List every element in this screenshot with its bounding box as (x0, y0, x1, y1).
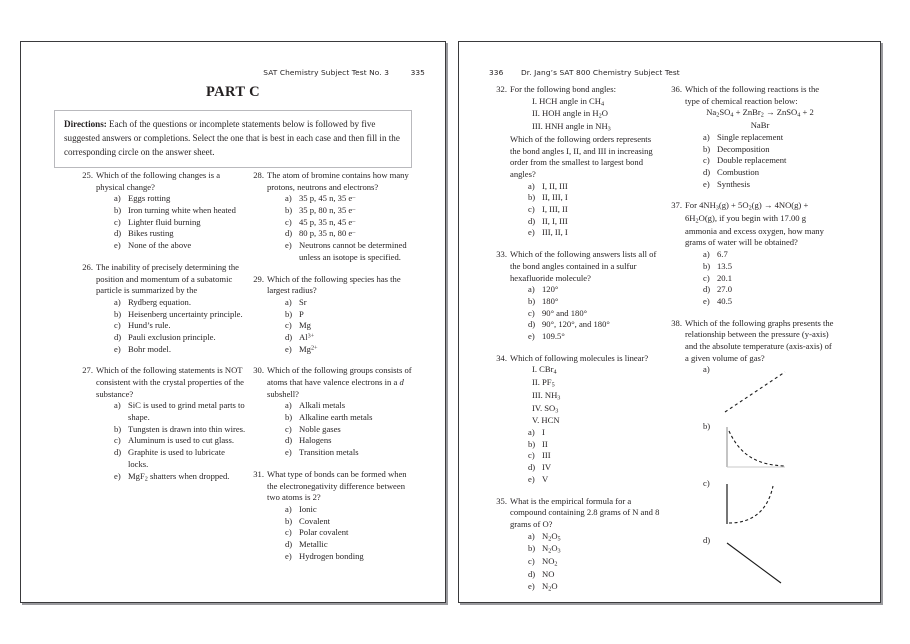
option-letter: d) (285, 228, 293, 239)
question-stem: Which of following molecules is linear? (510, 352, 649, 363)
answer-option[interactable] (114, 217, 246, 229)
answer-option[interactable] (703, 261, 835, 273)
option-letter: a) (528, 284, 535, 295)
graph-answer-option[interactable] (703, 478, 835, 535)
option-letter: e) (285, 447, 292, 458)
question-block (249, 469, 417, 563)
answer-options (510, 181, 660, 239)
option-text: Hund’s rule. (128, 320, 171, 331)
option-text: P (299, 308, 304, 319)
option-letter: a) (285, 193, 292, 204)
graph-answer-option[interactable] (703, 535, 835, 592)
option-text: NO (542, 568, 555, 579)
answer-option[interactable] (114, 193, 246, 205)
option-text: Combustion (717, 166, 760, 177)
answer-options (96, 400, 246, 483)
option-letter: a) (285, 400, 292, 411)
question-stem: The atom of bromine contains how many protons, neutrons and electrons? (267, 170, 409, 192)
option-text: Neutrons cannot be determined unless an isotope is specified. (299, 240, 407, 262)
option-text: Decomposition (717, 143, 770, 154)
answer-option[interactable] (528, 331, 660, 343)
answer-option[interactable] (285, 551, 417, 563)
question-stem: For the following bond angles: (510, 84, 616, 94)
answer-option[interactable] (528, 216, 660, 228)
answer-option[interactable] (285, 504, 417, 516)
option-text: Heisenberg uncertainty principle. (128, 308, 243, 319)
directions-label: Directions: (64, 119, 107, 129)
roman-item: III. $NH_3$ (532, 389, 561, 402)
option-letter: c) (528, 450, 535, 461)
option-letter: b) (528, 192, 536, 203)
option-letter: e) (703, 178, 710, 189)
answer-option[interactable] (528, 439, 660, 451)
option-text: I, II, III (542, 180, 568, 191)
option-text: $NO_2$ (542, 556, 558, 568)
answer-option[interactable] (285, 240, 417, 263)
answer-option[interactable] (114, 297, 246, 309)
answer-option[interactable] (285, 539, 417, 551)
option-letter: b) (114, 308, 122, 319)
option-text: Alkali metals (299, 400, 346, 411)
answer-option[interactable] (114, 447, 246, 470)
option-letter: c) (114, 216, 121, 227)
answer-option[interactable] (285, 217, 417, 229)
answer-options (685, 132, 835, 190)
answer-option[interactable] (285, 424, 417, 436)
answer-option[interactable] (114, 228, 246, 240)
answer-option[interactable] (285, 228, 417, 240)
question-number: 29. (253, 273, 264, 284)
option-letter: a) (114, 400, 121, 411)
option-text: $N_2O_3$ (542, 543, 561, 555)
answer-option[interactable] (285, 516, 417, 528)
answer-option[interactable] (703, 155, 835, 167)
option-text: 120° (542, 284, 559, 295)
answer-options (685, 249, 835, 307)
answer-option[interactable] (528, 450, 660, 462)
answer-option[interactable] (528, 427, 660, 439)
answer-option[interactable] (703, 249, 835, 261)
option-text: Covalent (299, 515, 331, 526)
answer-option[interactable] (285, 527, 417, 539)
option-letter: d) (528, 568, 536, 579)
option-letter: a) (285, 296, 292, 307)
graph-answer-option[interactable] (703, 421, 835, 478)
page-right (458, 41, 881, 603)
option-text: Halogens (299, 435, 332, 446)
option-letter: d) (703, 166, 711, 177)
roman-item: III. HNH angle in $NH_3$ (532, 121, 611, 133)
option-letter: a) (114, 193, 121, 204)
option-letter: e) (528, 227, 535, 238)
answer-options (267, 193, 417, 263)
option-letter: a) (528, 530, 535, 541)
option-text: I (542, 427, 545, 438)
answer-option[interactable] (528, 556, 660, 569)
question-number: 38. (671, 317, 682, 328)
option-letter: b) (114, 205, 122, 216)
question-block (78, 365, 246, 483)
option-text: III (542, 450, 551, 461)
answer-option[interactable] (285, 344, 417, 356)
option-text: Sr (299, 296, 307, 307)
question-stem: Which of the following species has the largest radius? (267, 273, 401, 296)
option-letter: c) (114, 320, 121, 331)
option-letter: d) (528, 462, 536, 473)
question-stem: The inability of precisely determining the position and momentum of a subatomic particle is summarized by the (96, 261, 239, 296)
graph-answer-option[interactable] (703, 364, 835, 421)
answer-option[interactable] (114, 309, 246, 321)
option-text: 35 p, 80 n, 35 e– (299, 205, 356, 216)
option-letter: b) (114, 423, 122, 434)
answer-option[interactable] (528, 227, 660, 239)
answer-option[interactable] (285, 320, 417, 332)
option-text: 80 p, 35 n, 80 e– (299, 228, 356, 239)
option-letter: e) (114, 470, 121, 481)
answer-option[interactable] (528, 569, 660, 581)
option-letter: e) (703, 295, 710, 306)
option-text: 6.7 (717, 249, 728, 260)
part-title: PART C (205, 84, 261, 100)
question-stem: What is the empirical formula for a compound containing 2.8 grams of N and 8 grams of O? (510, 495, 660, 529)
option-letter: d) (528, 319, 536, 330)
option-text: Metallic (299, 538, 328, 549)
question-block (667, 318, 835, 593)
option-letter: e) (528, 580, 535, 591)
reaction-equation: $Na_2SO_4$ + ZnBr$_2$ → ZnSO$_4$ + 2 (706, 107, 814, 119)
option-letter: c) (703, 272, 710, 283)
question-number: 28. (253, 170, 264, 180)
option-letter: c) (703, 478, 710, 489)
answer-option[interactable] (528, 181, 660, 193)
option-letter: b) (285, 205, 293, 216)
answer-option[interactable] (285, 435, 417, 447)
option-text: IV (542, 462, 552, 473)
answer-option[interactable] (528, 296, 660, 308)
option-text: V (542, 473, 549, 484)
answer-option[interactable] (114, 240, 246, 252)
answer-option[interactable] (703, 284, 835, 296)
option-letter: b) (528, 295, 536, 306)
option-letter: c) (285, 216, 292, 227)
option-text: Lighter fluid burning (128, 216, 201, 227)
answer-option[interactable] (285, 309, 417, 321)
option-letter: b) (528, 438, 536, 449)
option-letter: a) (528, 427, 535, 438)
option-text: Synthesis (717, 178, 750, 189)
option-text: Mg (299, 320, 311, 331)
reaction-equation-line2: NaBr (750, 120, 770, 131)
option-text: 13.5 (717, 260, 733, 271)
answer-option[interactable] (703, 179, 835, 191)
answer-option[interactable] (285, 412, 417, 424)
option-letter: b) (285, 308, 293, 319)
answer-option[interactable] (285, 205, 417, 217)
option-letter: d) (703, 284, 711, 295)
answer-option[interactable] (528, 543, 660, 556)
option-text: None of the above (128, 240, 192, 251)
option-text: I, III, II (542, 204, 568, 215)
answer-options (510, 531, 660, 594)
right-page-column-1 (492, 84, 660, 603)
running-head-title-left: SAT Chemistry Subject Test No. 3 (263, 68, 389, 77)
option-letter: d) (703, 535, 711, 546)
question-stem: Which of the following reactions is the type of chemical reaction below: (685, 84, 820, 106)
running-head-title-right: Dr. Jang’s SAT 800 Chemistry Subject Test (521, 68, 680, 77)
option-letter: c) (285, 423, 292, 434)
question-block (249, 274, 417, 356)
question-stem: Which of the following changes is a physical change? (96, 170, 221, 192)
answer-option[interactable] (528, 531, 660, 544)
option-text: 35 p, 45 n, 35 e– (299, 193, 356, 204)
option-letter: a) (703, 364, 710, 375)
question-block (492, 84, 660, 239)
option-text: Bohr model. (128, 343, 171, 354)
option-text: Transition metals (299, 447, 359, 458)
roman-item: I. CBr$_4$ (532, 364, 557, 376)
page-left (20, 41, 446, 603)
option-letter: b) (703, 421, 711, 432)
answer-options (267, 504, 417, 562)
question-block (492, 496, 660, 594)
question-number: 35. (496, 495, 507, 506)
option-letter: a) (703, 249, 710, 260)
option-text: MgF$_2$ shatters when dropped. (128, 470, 230, 482)
question-block (249, 365, 417, 459)
option-text: II (542, 438, 548, 449)
option-text: 90° and 180° (542, 307, 588, 318)
option-letter: a) (528, 180, 535, 191)
question-block (492, 249, 660, 343)
directions-box (54, 110, 412, 168)
answer-option[interactable] (114, 424, 246, 436)
option-text: Tungsten is drawn into thin wires. (128, 423, 246, 434)
answer-options (510, 427, 660, 485)
answer-option[interactable] (285, 447, 417, 459)
option-text: Pauli exclusion principle. (128, 331, 216, 342)
answer-option[interactable] (703, 144, 835, 156)
directions-text: Each of the questions or incomplete statements below is followed by five suggested answers or completions. Select the one that is best in each case and then fill in the corresponding circle on the answer sheet. (64, 119, 400, 157)
answer-option[interactable] (528, 308, 660, 320)
question-stem: For $4NH_3(g) + 5O_2(g) \to 4NO(g) + 6H_2O(g)$, if you begin with 17.00 g ammonia and excess oxygen, how many grams of water will be obtained? (685, 200, 824, 248)
left-page-column-2 (249, 170, 417, 572)
option-text: Noble gases (299, 423, 341, 434)
option-text: Double replacement (717, 155, 787, 166)
option-text: II, I, III (542, 215, 568, 226)
answer-option[interactable] (114, 205, 246, 217)
option-letter: d) (528, 215, 536, 226)
question-block (492, 353, 660, 486)
option-letter: e) (285, 550, 292, 561)
question-stem: Which of the following answers lists all of the bond angles contained in a sulfur hexafluoride molecule? (510, 249, 657, 283)
question-block (667, 84, 835, 190)
option-text: 27.0 (717, 284, 733, 295)
option-letter: c) (528, 204, 535, 215)
option-letter: b) (703, 260, 711, 271)
option-text: SiC is used to grind metal parts to shape. (128, 400, 245, 423)
option-letter: c) (528, 556, 535, 567)
option-text: Aluminum is used to cut glass. (128, 435, 234, 446)
answer-option[interactable] (285, 193, 417, 205)
question-stem: Which of the following statements is NOT consistent with the crystal properties of the substance? (96, 365, 244, 399)
question-block (78, 170, 246, 252)
option-letter: e) (285, 240, 292, 251)
option-text: $N_2O_5$ (542, 530, 561, 542)
option-text: Polar covalent (299, 527, 349, 538)
left-page-column-1 (78, 170, 246, 493)
option-letter: d) (285, 435, 293, 446)
answer-option[interactable] (703, 296, 835, 308)
answer-option[interactable] (114, 435, 246, 447)
option-text: $N_2O$ (542, 580, 558, 592)
answer-option[interactable] (703, 132, 835, 144)
option-letter: b) (703, 143, 711, 154)
answer-option[interactable] (285, 297, 417, 309)
answer-option[interactable] (114, 320, 246, 332)
option-text: 90°, 120°, and 180° (542, 319, 610, 330)
question-number: 37. (671, 200, 682, 211)
question-stem: What type of bonds can be formed when the electronegativity difference between two atoms is 2? (267, 468, 407, 503)
option-text: Eggs rotting (128, 193, 171, 204)
option-letter: a) (703, 131, 710, 142)
answer-option[interactable] (528, 474, 660, 486)
graph-answer-options (685, 364, 835, 592)
roman-numeral-list (510, 96, 660, 134)
option-text: Hydrogen bonding (299, 550, 364, 561)
roman-item: I. HCH angle in $CH_4$ (532, 95, 605, 108)
question-block (667, 200, 835, 307)
answer-option[interactable] (703, 273, 835, 285)
option-text: 20.1 (717, 272, 733, 283)
answer-option[interactable] (528, 462, 660, 474)
answer-option[interactable] (528, 319, 660, 331)
option-text: III, II, I (542, 227, 568, 238)
question-number: 36. (671, 84, 682, 94)
question-number: 31. (253, 468, 264, 479)
option-letter: e) (528, 473, 535, 484)
roman-item: II. HOH angle in $H_2O$ (532, 108, 608, 120)
question-block (249, 170, 417, 264)
option-letter: b) (285, 412, 293, 423)
option-text: 180° (542, 295, 559, 306)
option-text: Alkaline earth metals (299, 412, 373, 423)
option-letter: c) (528, 307, 535, 318)
option-letter: c) (285, 320, 292, 331)
answer-options (96, 297, 246, 355)
option-letter: b) (528, 543, 536, 554)
option-letter: e) (114, 343, 121, 354)
answer-options (510, 284, 660, 342)
option-letter: c) (703, 155, 710, 166)
option-letter: e) (528, 330, 535, 341)
question-number: 33. (496, 249, 507, 260)
roman-item: V. HCN (532, 415, 560, 426)
option-letter: d) (114, 228, 122, 239)
option-letter: c) (114, 435, 121, 446)
question-number: 30. (253, 365, 264, 376)
roman-numeral-list (510, 364, 660, 427)
question-stem: Which of the following graphs presents the relationship between the pressure (y-axis) and the absolute temperature (axis-axis) of a given volume of gas? (685, 317, 834, 363)
right-page-column-2 (667, 84, 835, 602)
option-letter: c) (285, 527, 292, 538)
answer-option[interactable] (114, 332, 246, 344)
answer-option[interactable] (528, 192, 660, 204)
question-block (78, 262, 246, 356)
option-text: Graphite is used to lubricate locks. (128, 447, 225, 469)
answer-option[interactable] (703, 167, 835, 179)
question-stem: Which of the following groups consists of atoms that have valence electrons in a d subshell? (267, 365, 412, 399)
question-number: 34. (496, 352, 507, 363)
option-text: 45 p, 35 n, 45 e– (299, 216, 356, 227)
option-text: 109.5° (542, 330, 565, 341)
option-text: $Mg^{2+}$ (299, 343, 318, 354)
answer-option[interactable] (528, 581, 660, 594)
option-text: Iron turning white when heated (128, 205, 236, 216)
page-number-right: 336 (489, 68, 504, 77)
option-letter: d) (285, 331, 293, 342)
option-letter: d) (285, 538, 293, 549)
answer-option[interactable] (114, 400, 246, 423)
option-letter: a) (285, 503, 292, 514)
question-number: 27. (82, 365, 93, 376)
answer-option[interactable] (285, 332, 417, 344)
option-letter: e) (285, 343, 292, 354)
option-text: 40.5 (717, 295, 733, 306)
page-number-left: 335 (410, 68, 425, 77)
question-number: 25. (82, 170, 93, 180)
answer-option[interactable] (114, 344, 246, 356)
option-text: Ionic (299, 503, 317, 514)
roman-item: II. $PF_5$ (532, 377, 555, 389)
question-number: 32. (496, 84, 507, 94)
answer-option[interactable] (114, 471, 246, 484)
option-letter: a) (114, 296, 121, 307)
answer-options (267, 400, 417, 458)
option-text: Rydberg equation. (128, 296, 191, 307)
option-letter: d) (114, 447, 122, 458)
answer-options (267, 297, 417, 355)
option-letter: d) (114, 331, 122, 342)
option-text: Bikes rusting (128, 228, 174, 239)
question-stem-continued: Which of the following orders represents the bond angles I, II, and III in increasing order from the smallest to largest bond angles? (510, 133, 653, 180)
option-text: $Al^{3+}$ (299, 331, 315, 342)
answer-option[interactable] (528, 204, 660, 216)
option-letter: e) (114, 240, 121, 251)
question-number: 26. (82, 261, 93, 272)
answer-option[interactable] (285, 400, 417, 412)
answer-option[interactable] (528, 284, 660, 296)
roman-item: IV. $SO_3$ (532, 402, 559, 415)
answer-options (96, 193, 246, 251)
option-letter: b) (285, 515, 293, 526)
option-text: Single replacement (717, 131, 784, 142)
option-text: II, III, I (542, 192, 568, 203)
